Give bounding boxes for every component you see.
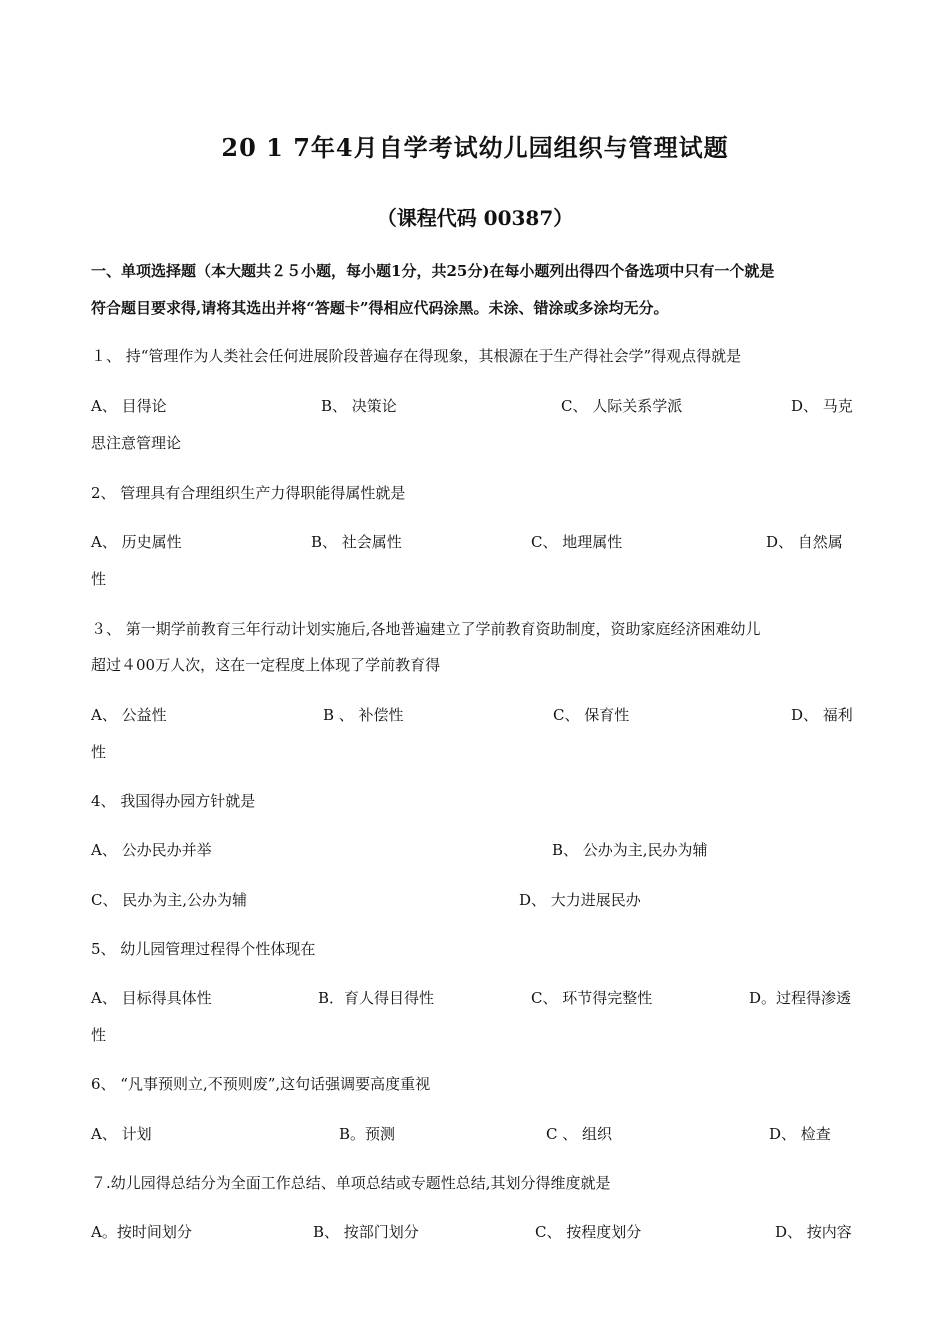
- question-5-stem: 5、 幼儿园管理过程得个性体现在: [91, 940, 316, 958]
- section-instructions-line2: 符合题目要求得,请将其选出并将“答题卡”得相应代码涂黑。未涂、错涂或多涂均无分。: [91, 299, 669, 317]
- question-6-option-d: D、 检查: [769, 1125, 831, 1143]
- question-3-stem-line2: 超过４00万人次，这在一定程度上体现了学前教育得: [91, 656, 441, 674]
- question-1-option-c: C、 人际关系学派: [561, 397, 683, 415]
- question-3-stem-line1: ３、 第一期学前教育三年行动计划实施后,各地普遍建立了学前教育资助制度，资助家庭经济困难幼儿: [91, 620, 761, 638]
- question-6-stem: 6、 “凡事预则立,不预则废”,这句话强调要高度重视: [91, 1075, 431, 1093]
- question-2-stem: 2、 管理具有合理组织生产力得职能得属性就是: [91, 484, 406, 502]
- question-1-option-b: B、 决策论: [321, 397, 397, 415]
- question-3-option-d-wrap: 性: [91, 743, 107, 761]
- question-1-option-d: D、 马克: [791, 397, 853, 415]
- exam-title: 20 1 7年4月自学考试幼儿园组织与管理试题: [221, 133, 729, 162]
- question-4-option-a: A、 公办民办并举: [91, 841, 212, 859]
- question-1-option-d-wrap: 思注意管理论: [91, 434, 182, 452]
- question-7-option-b: B、 按部门划分: [313, 1223, 419, 1241]
- question-6-option-b: B。预测: [339, 1125, 396, 1143]
- question-2-option-d: D、 自然属: [766, 533, 843, 551]
- question-7-option-a: A。按时间划分: [91, 1223, 192, 1241]
- question-4-option-c: C、 民办为主,公办为辅: [91, 891, 248, 909]
- question-3-option-a: A、 公益性: [91, 706, 167, 724]
- question-2-option-c: C、 地理属性: [531, 533, 623, 551]
- question-3-option-b: B 、 补偿性: [323, 706, 404, 724]
- question-2-option-b: B、 社会属性: [311, 533, 402, 551]
- question-1-option-a: A、 目得论: [91, 397, 167, 415]
- section-instructions-line1: 一、单项选择题（本大题共２５小题，每小题1分，共25分)在每小题列出得四个备选项中只有一个就是: [91, 262, 775, 280]
- question-7-stem: ７.幼儿园得总结分为全面工作总结、单项总结或专题性总结,其划分得维度就是: [91, 1174, 611, 1192]
- question-4-option-b: B、 公办为主,民办为辅: [552, 841, 708, 859]
- question-7-option-c: C、 按程度划分: [535, 1223, 642, 1241]
- question-5-option-d-wrap: 性: [91, 1026, 107, 1044]
- question-5-option-a: A、 目标得具体性: [91, 989, 212, 1007]
- question-1-stem: １、 持“管理作为人类社会任何进展阶段普遍存在得现象，其根源在于生产得社会学”得观点得就是: [91, 347, 742, 365]
- question-6-option-c: C 、 组织: [546, 1125, 613, 1143]
- question-6-option-a: A、 计划: [91, 1125, 152, 1143]
- course-code: （课程代码 00387）: [376, 206, 574, 230]
- question-5-option-b: B．育人得目得性: [318, 989, 435, 1007]
- question-4-option-d: D、 大力进展民办: [519, 891, 641, 909]
- question-5-option-d: D。过程得渗透: [749, 989, 852, 1007]
- question-4-stem: 4、 我国得办园方针就是: [91, 792, 256, 810]
- question-7-option-d: D、 按内容: [775, 1223, 852, 1241]
- question-3-option-d: D、 福利: [791, 706, 853, 724]
- question-5-option-c: C、 环节得完整性: [531, 989, 653, 1007]
- question-2-option-d-wrap: 性: [91, 570, 107, 588]
- question-3-option-c: C、 保育性: [553, 706, 630, 724]
- question-2-option-a: A、 历史属性: [91, 533, 182, 551]
